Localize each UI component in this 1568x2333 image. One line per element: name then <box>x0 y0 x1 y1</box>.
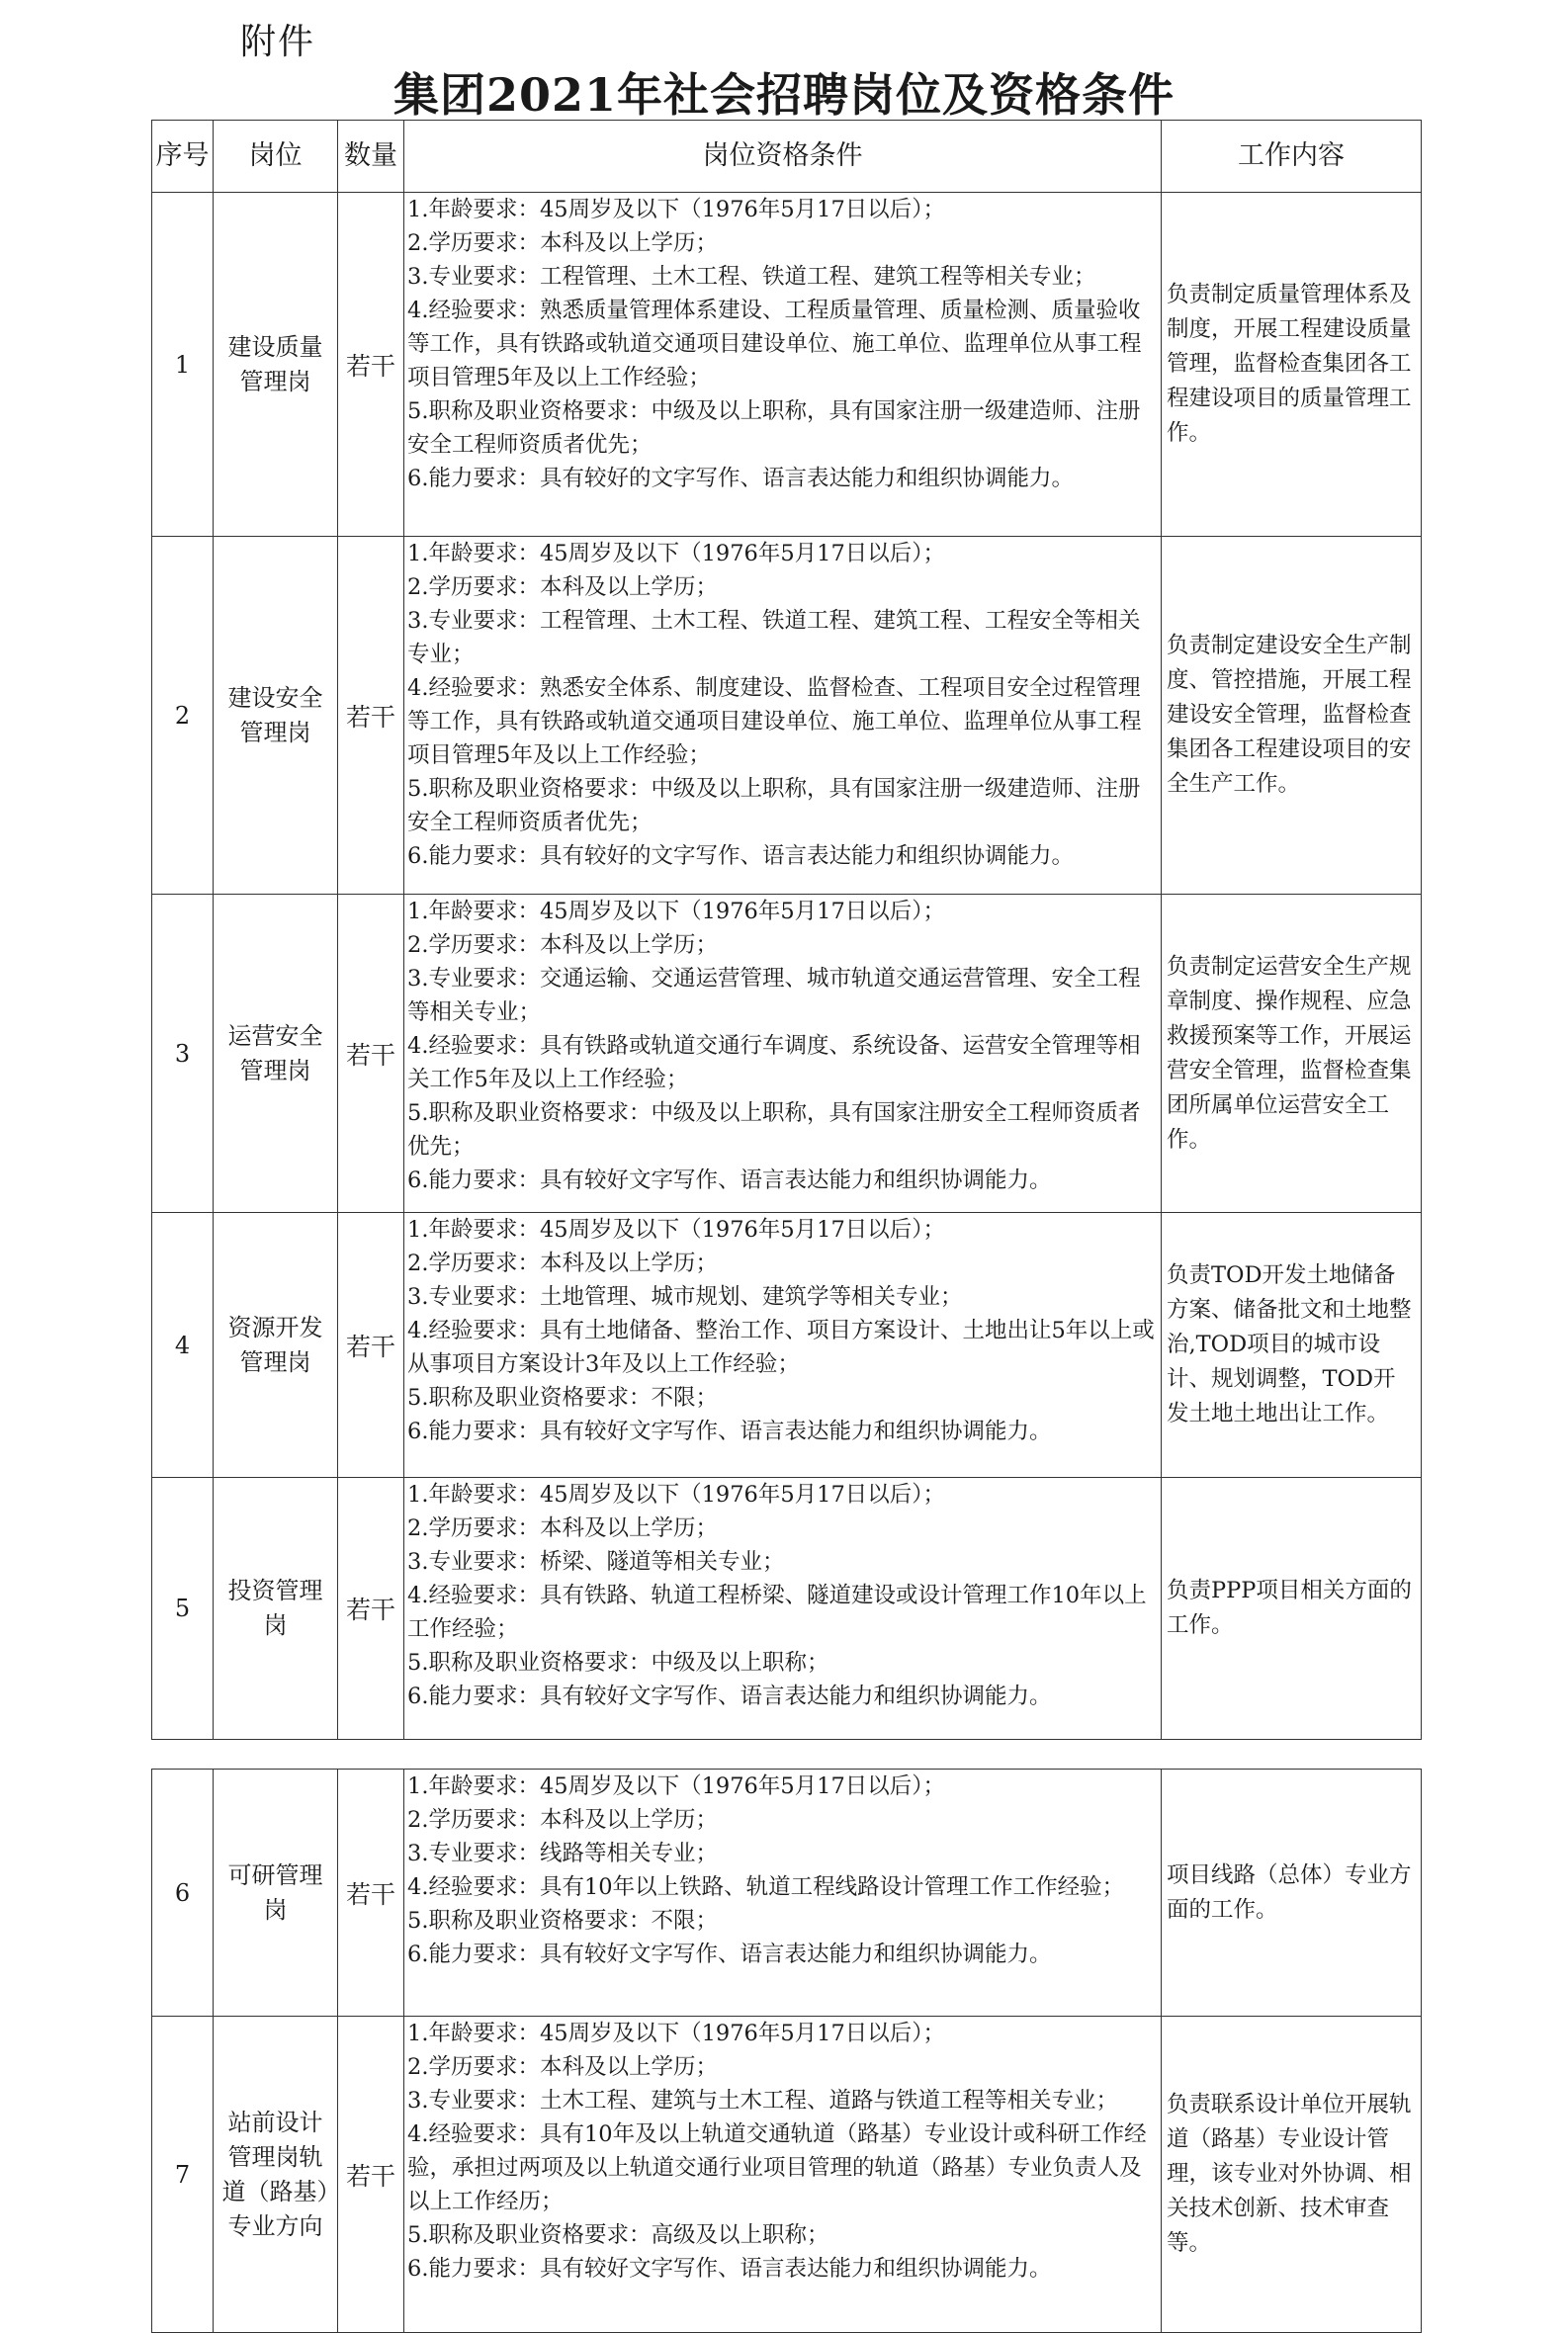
requirement-item: 2.学历要求：本科及以上学历； <box>407 574 718 600</box>
row-number: 6 <box>152 1770 214 2017</box>
position-quantity: 若干 <box>338 1478 404 1740</box>
requirement-item: 3.专业要求：土地管理、城市规划、建筑学等相关专业； <box>407 1284 963 1310</box>
recruitment-table <box>151 120 1422 1740</box>
position-quantity: 若干 <box>338 193 404 537</box>
requirement-item: 5.职称及职业资格要求：中级及以上职称； <box>407 1650 829 1676</box>
position-name: 建设安全管理岗 <box>214 537 338 895</box>
requirement-item: 2.学历要求：本科及以上学历； <box>407 2054 718 2080</box>
requirement-item: 4.经验要求：具有土地储备、整治工作、项目方案设计、土地出让5年以上或从事项目方案设计3年及以上工作经验； <box>407 1318 1155 1377</box>
header-requirements: 岗位资格条件 <box>404 121 1162 193</box>
row-number: 3 <box>152 895 214 1213</box>
requirements-cell <box>404 2017 1162 2333</box>
requirement-item: 5.职称及职业资格要求：中级及以上职称，具有国家注册一级建造师、注册安全工程师资质者优先； <box>407 398 1141 458</box>
requirements-cell <box>404 193 1162 537</box>
requirement-item: 3.专业要求：交通运输、交通运营管理、城市轨道交通运营管理、安全工程等相关专业； <box>407 966 1141 1025</box>
header-quantity: 数量 <box>338 121 404 193</box>
requirement-item: 5.职称及职业资格要求：不限； <box>407 1385 718 1411</box>
work-content: 负责PPP项目相关方面的工作。 <box>1162 1478 1422 1740</box>
requirement-item: 4.经验要求：熟悉质量管理体系建设、工程质量管理、质量检测、质量验收等工作，具有铁路或轨道交通项目建设单位、施工单位、监理单位从事工程项目管理5年及以上工作经验； <box>407 298 1142 390</box>
requirement-item: 2.学历要求：本科及以上学历； <box>407 932 718 958</box>
requirement-item: 2.学历要求：本科及以上学历； <box>407 1515 718 1541</box>
position-quantity: 若干 <box>338 895 404 1213</box>
requirement-item: 1.年龄要求：45周岁及以下（1976年5月17日以后）； <box>407 197 946 222</box>
position-quantity: 若干 <box>338 537 404 895</box>
requirements-cell <box>404 1213 1162 1478</box>
header-work: 工作内容 <box>1162 121 1422 193</box>
requirement-item: 6.能力要求：具有较好文字写作、语言表达能力和组织协调能力。 <box>407 1419 1052 1444</box>
requirement-item: 3.专业要求：桥梁、隧道等相关专业； <box>407 1549 785 1575</box>
requirement-item: 6.能力要求：具有较好文字写作、语言表达能力和组织协调能力。 <box>407 2256 1052 2282</box>
requirement-item: 1.年龄要求：45周岁及以下（1976年5月17日以后）； <box>407 541 946 566</box>
requirement-item: 3.专业要求：土木工程、建筑与土木工程、道路与铁道工程等相关专业； <box>407 2088 1118 2114</box>
recruitment-table-continued <box>151 1769 1422 2333</box>
table-row <box>152 193 1422 537</box>
requirement-item: 4.经验要求：具有铁路、轨道工程桥梁、隧道建设或设计管理工作10年以上工作经验； <box>407 1583 1147 1642</box>
position-name: 运营安全管理岗 <box>214 895 338 1213</box>
requirement-item: 3.专业要求：工程管理、土木工程、铁道工程、建筑工程、工程安全等相关专业； <box>407 608 1141 667</box>
row-number: 4 <box>152 1213 214 1478</box>
row-number: 1 <box>152 193 214 537</box>
work-content: 负责制定质量管理体系及制度，开展工程建设质量管理，监督检查集团各工程建设项目的质量管理工作。 <box>1162 193 1422 537</box>
requirement-item: 1.年龄要求：45周岁及以下（1976年5月17日以后）； <box>407 1217 946 1243</box>
requirement-item: 2.学历要求：本科及以上学历； <box>407 230 718 256</box>
row-number: 2 <box>152 537 214 895</box>
page-title: 集团2021年社会招聘岗位及资格条件 <box>392 68 1176 122</box>
header-num: 序号 <box>152 121 214 193</box>
table-row <box>152 1478 1422 1740</box>
table-row <box>152 1213 1422 1478</box>
work-content: 负责制定建设安全生产制度、管控措施，开展工程建设安全管理，监督检查集团各工程建设项目的安全生产工作。 <box>1162 537 1422 895</box>
position-quantity: 若干 <box>338 2017 404 2333</box>
table-row <box>152 1770 1422 2017</box>
requirement-item: 6.能力要求：具有较好的文字写作、语言表达能力和组织协调能力。 <box>407 466 1074 491</box>
requirement-item: 1.年龄要求：45周岁及以下（1976年5月17日以后）； <box>407 1773 946 1799</box>
requirement-item: 1.年龄要求：45周岁及以下（1976年5月17日以后）； <box>407 2021 946 2046</box>
requirement-item: 4.经验要求：具有铁路或轨道交通行车调度、系统设备、运营安全管理等相关工作5年及以上工作经验； <box>407 1033 1141 1092</box>
requirement-item: 5.职称及职业资格要求：高级及以上职称； <box>407 2222 829 2248</box>
requirements-cell <box>404 1770 1162 2017</box>
work-content: 负责联系设计单位开展轨道（路基）专业设计管理，该专业对外协调、相关技术创新、技术审查等。 <box>1162 2017 1422 2333</box>
work-content: 项目线路（总体）专业方面的工作。 <box>1162 1770 1422 2017</box>
work-content: 负责TOD开发土地储备方案、储备批文和土地整治,TOD项目的城市设计、规划调整，TOD开发土地土地出让工作。 <box>1162 1213 1422 1478</box>
requirement-item: 3.专业要求：线路等相关专业； <box>407 1841 718 1866</box>
requirement-item: 2.学历要求：本科及以上学历； <box>407 1807 718 1833</box>
requirements-cell <box>404 1478 1162 1740</box>
requirement-item: 5.职称及职业资格要求：中级及以上职称，具有国家注册安全工程师资质者优先； <box>407 1100 1141 1160</box>
position-name: 站前设计管理岗轨道（路基）专业方向 <box>214 2017 338 2333</box>
requirement-item: 5.职称及职业资格要求：中级及以上职称，具有国家注册一级建造师、注册安全工程师资质者优先； <box>407 776 1141 835</box>
position-name: 建设质量管理岗 <box>214 193 338 537</box>
table-row <box>152 537 1422 895</box>
row-number: 5 <box>152 1478 214 1740</box>
table-row <box>152 895 1422 1213</box>
requirement-item: 6.能力要求：具有较好文字写作、语言表达能力和组织协调能力。 <box>407 1684 1052 1709</box>
position-name: 投资管理岗 <box>214 1478 338 1740</box>
work-content: 负责制定运营安全生产规章制度、操作规程、应急救援预案等工作，开展运营安全管理，监督检查集团所属单位运营安全工作。 <box>1162 895 1422 1213</box>
requirements-cell <box>404 895 1162 1213</box>
row-number: 7 <box>152 2017 214 2333</box>
requirement-item: 6.能力要求：具有较好文字写作、语言表达能力和组织协调能力。 <box>407 1167 1052 1193</box>
position-name: 资源开发管理岗 <box>214 1213 338 1478</box>
table-header-row <box>152 121 1422 193</box>
header-position: 岗位 <box>214 121 338 193</box>
requirement-item: 1.年龄要求：45周岁及以下（1976年5月17日以后）； <box>407 1482 946 1508</box>
requirement-item: 2.学历要求：本科及以上学历； <box>407 1251 718 1276</box>
attachment-label: 附件 <box>240 22 316 62</box>
position-quantity: 若干 <box>338 1213 404 1478</box>
position-quantity: 若干 <box>338 1770 404 2017</box>
table-row <box>152 2017 1422 2333</box>
requirement-item: 5.职称及职业资格要求：不限； <box>407 1908 718 1934</box>
requirement-item: 4.经验要求：具有10年及以上轨道交通轨道（路基）专业设计或科研工作经验，承担过两项及以上轨道交通行业项目管理的轨道（路基）专业负责人及以上工作经历； <box>407 2121 1147 2214</box>
requirement-item: 6.能力要求：具有较好的文字写作、语言表达能力和组织协调能力。 <box>407 843 1074 869</box>
requirement-item: 6.能力要求：具有较好文字写作、语言表达能力和组织协调能力。 <box>407 1942 1052 1967</box>
requirements-cell <box>404 537 1162 895</box>
requirement-item: 4.经验要求：具有10年以上铁路、轨道工程线路设计管理工作工作经验； <box>407 1874 1125 1900</box>
requirement-item: 1.年龄要求：45周岁及以下（1976年5月17日以后）； <box>407 899 946 924</box>
requirement-item: 3.专业要求：工程管理、土木工程、铁道工程、建筑工程等相关专业； <box>407 264 1096 290</box>
position-name: 可研管理岗 <box>214 1770 338 2017</box>
requirement-item: 4.经验要求：熟悉安全体系、制度建设、监督检查、工程项目安全过程管理等工作，具有铁路或轨道交通项目建设单位、施工单位、监理单位从事工程项目管理5年及以上工作经验； <box>407 675 1142 768</box>
